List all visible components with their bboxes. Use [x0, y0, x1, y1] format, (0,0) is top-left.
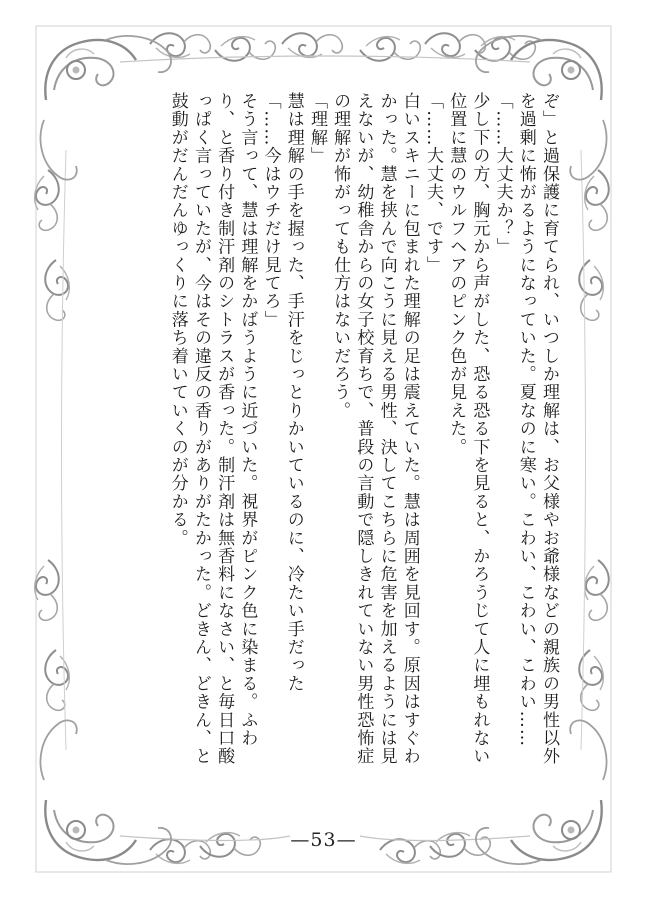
text-line: っぱく言っていたが、今はその違反の香りがありがたかった。どきん、どきん、と [190, 92, 211, 766]
text-line: そう言って、慧は理解をかばうように近づいた。視界がピンク色に染まる。ふわ [237, 92, 258, 748]
top-border-ornament [120, 33, 535, 62]
text-line: 「……今はウチだけ見てろ」 [260, 92, 281, 329]
text-line: 「……大丈夫か？」 [492, 92, 513, 256]
text-line: 少し下の方、胸元から声がした、恐る恐る下を見ると、かろうじて人に埋もれない [469, 92, 490, 766]
text-line: を過剰に怖がるようになっていた。夏なのに寒い。こわい、こわい、こわい…… [515, 92, 536, 748]
text-line: の理解が怖がっても仕方はないだろう。 [330, 92, 351, 420]
right-border-ornament [579, 150, 609, 750]
text-line: 「理解」 [306, 92, 327, 165]
page-number: —53— [290, 829, 357, 851]
text-line: 鼓動がだんだんゆっくりに落ち着いていくのが分かる。 [167, 92, 188, 547]
text-line: 「……大丈夫、です」 [422, 92, 443, 274]
text-line: かった。慧を挟んで向こうに見える男性、決してこちらに危害を加えるようには見 [376, 92, 397, 766]
text-line: 慧は理解の手を握った、手汗をじっとりかいているのに、冷たい手だった [283, 92, 304, 693]
text-line: 位置に慧のウルフヘアのピンク色が見えた。 [446, 92, 467, 456]
vertical-body-text [92, 92, 560, 792]
text-line: 白いスキニーに包まれた理解の足は震えていた。慧は周囲を見回す。原因はすぐわ [399, 92, 420, 766]
text-line: ぞ」と過保護に育てられ、いつしか理解は、お父様やお爺様などの親族の男性以外 [539, 92, 559, 766]
text-line: り、と香り付き制汗剤のシトラスが香った。制汗剤は無香料になさい、と毎日口酸 [214, 92, 235, 766]
left-border-ornament [35, 150, 70, 750]
text-line: えないが、幼稚舎からの女子校育ちで、普段の言動で隠しきれていない男性恐怖症 [353, 92, 374, 766]
